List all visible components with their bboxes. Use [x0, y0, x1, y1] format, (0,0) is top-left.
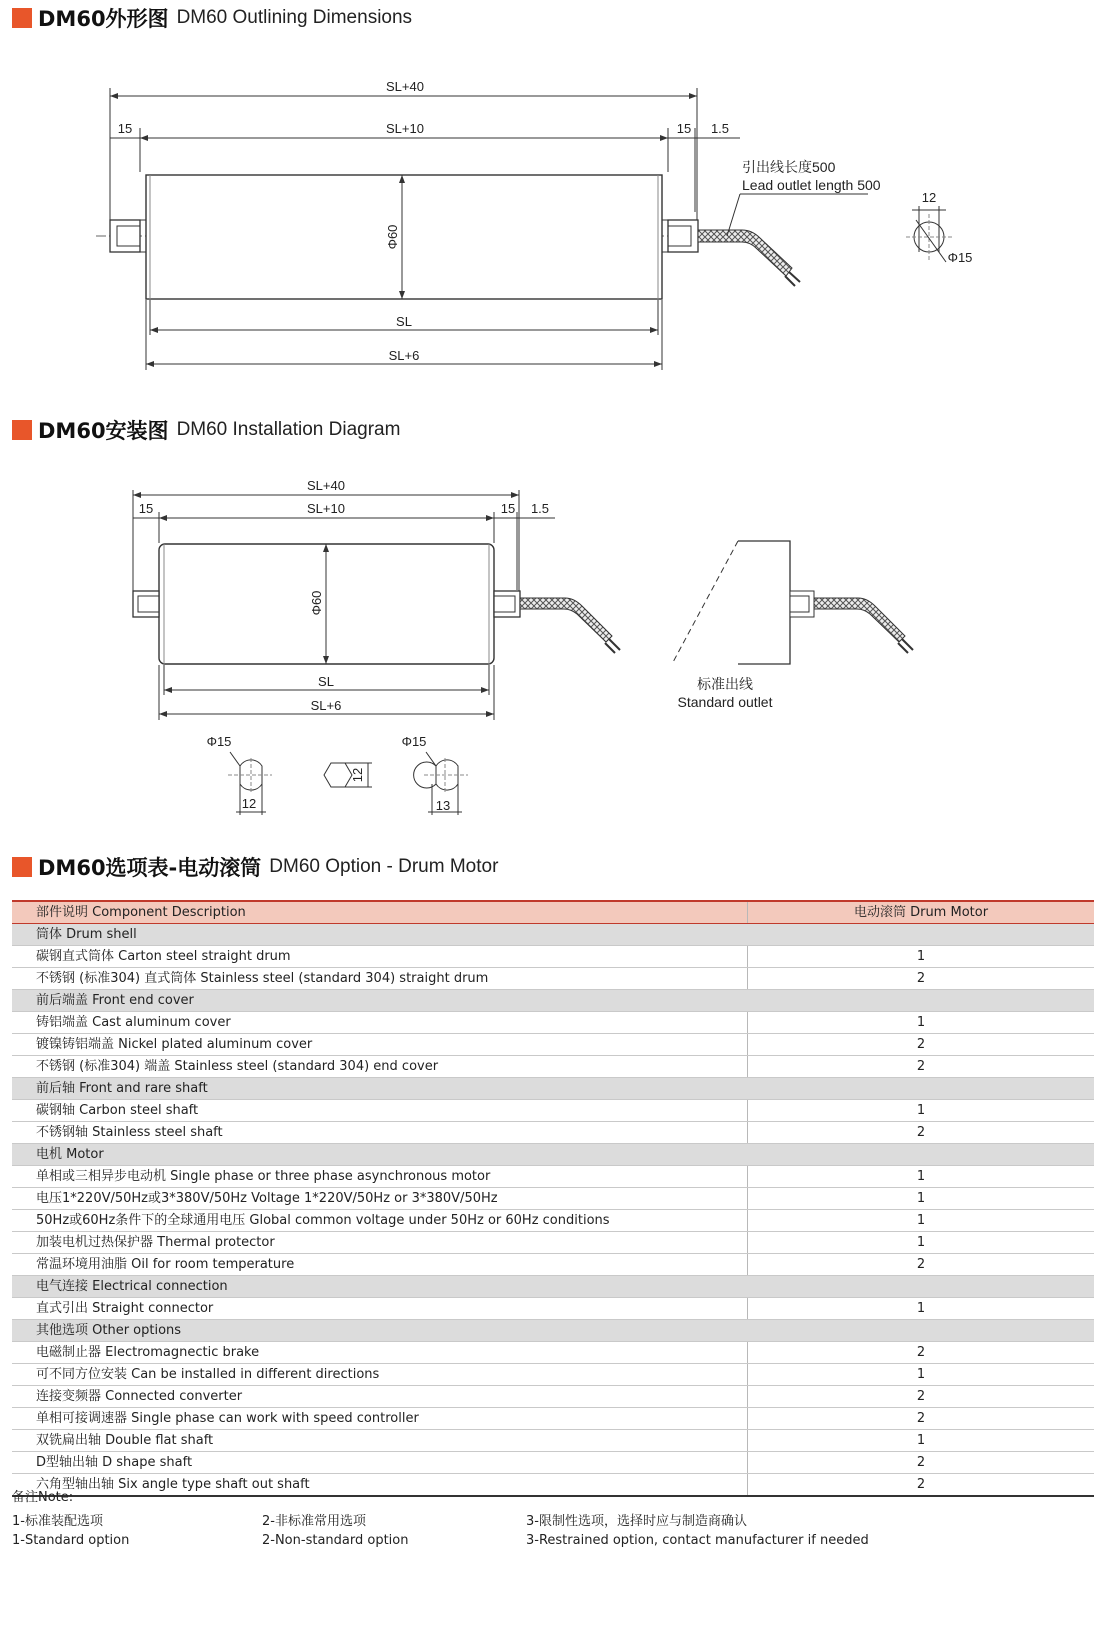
- row-description: 不锈钢 (标准304) 端盖 Stainless steel (standard 304) end cover: [12, 1056, 748, 1078]
- section-title-install: [12, 416, 400, 444]
- right-shaft: [494, 591, 520, 617]
- row-value: 2: [748, 1452, 1095, 1474]
- table-row: [12, 1012, 1094, 1034]
- row-description: 前后轴 Front and rare shaft: [12, 1078, 748, 1100]
- row-value: [748, 1144, 1095, 1166]
- table-row: [12, 1122, 1094, 1144]
- installation-diagram: [0, 465, 1120, 845]
- table-row: [12, 1364, 1094, 1386]
- table-row: [12, 1100, 1094, 1122]
- dim-15-right: 15: [500, 501, 516, 516]
- dim-phi60: Φ60: [309, 590, 324, 616]
- section-marker-icon: [12, 8, 32, 28]
- row-description: 直式引出 Straight connector: [12, 1298, 748, 1320]
- left-shaft: [133, 591, 159, 617]
- row-value: [748, 1320, 1095, 1342]
- shaft-phi15: Φ15: [947, 250, 973, 265]
- row-value: [748, 924, 1095, 946]
- row-value: [748, 990, 1095, 1012]
- row-value: 2: [748, 1342, 1095, 1364]
- row-description: 电气连接 Electrical connection: [12, 1276, 748, 1298]
- row-description: 双铣扁出轴 Double flat shaft: [12, 1430, 748, 1452]
- table-row: [12, 1474, 1094, 1497]
- row-description: 不锈钢轴 Stainless steel shaft: [12, 1122, 748, 1144]
- row-description: 其他选项 Other options: [12, 1320, 748, 1342]
- shaft3-width-13: 13: [435, 798, 451, 813]
- row-value: 1: [748, 1012, 1095, 1034]
- section-title-outline: [12, 4, 412, 32]
- dim-1-5: 1.5: [710, 121, 730, 136]
- table-row: [12, 1452, 1094, 1474]
- row-value: 1: [748, 1100, 1095, 1122]
- row-description: 50Hz或60Hz条件下的全球通用电压 Global common voltage under 50Hz or 60Hz conditions: [12, 1210, 748, 1232]
- note-3-en: 3-Restrained option, contact manufacturer if needed: [526, 1533, 869, 1548]
- dim-15-left: 15: [117, 121, 133, 136]
- row-value: 1: [748, 1364, 1095, 1386]
- table-row: [12, 1166, 1094, 1188]
- row-description: 铸铝端盖 Cast aluminum cover: [12, 1012, 748, 1034]
- table-row: [12, 1254, 1094, 1276]
- row-description: 电机 Motor: [12, 1144, 748, 1166]
- row-value: 1: [748, 1232, 1095, 1254]
- dim-phi60: Φ60: [385, 224, 400, 250]
- row-description: 前后端盖 Front end cover: [12, 990, 748, 1012]
- lead-label-cn: 引出线长度500: [742, 159, 836, 175]
- row-description: 可不同方位安装 Can be installed in different directions: [12, 1364, 748, 1386]
- row-value: 1: [748, 1430, 1095, 1452]
- row-description: 单相或三相异步电动机 Single phase or three phase asynchronous motor: [12, 1166, 748, 1188]
- shaft-flat-12: 12: [921, 190, 937, 205]
- row-description: 连接变频器 Connected converter: [12, 1386, 748, 1408]
- section-title-en: DM60 Outlining Dimensions: [176, 7, 413, 28]
- row-description: D型轴出轴 D shape shaft: [12, 1452, 748, 1474]
- header-drum-motor: 电动滚筒 Drum Motor: [748, 901, 1095, 924]
- section-title-cn: DM60选项表-电动滚筒: [38, 856, 262, 880]
- section-title-en: DM60 Option - Drum Motor: [269, 856, 499, 877]
- note-2-cn: 2-非标准常用选项: [262, 1514, 366, 1529]
- lead-label-en: Lead outlet length 500: [742, 177, 881, 193]
- row-description: 碳钢轴 Carbon steel shaft: [12, 1100, 748, 1122]
- standard-outlet-cn: 标准出线: [697, 676, 753, 692]
- row-value: [748, 1276, 1095, 1298]
- dim-sl6: SL+6: [310, 698, 342, 713]
- section-title-cn: DM60安装图: [38, 419, 169, 443]
- section-title-en: DM60 Installation Diagram: [176, 419, 401, 440]
- table-group-row: [12, 1144, 1094, 1166]
- option-table: [12, 900, 1094, 1497]
- dim-sl10: SL+10: [386, 121, 424, 136]
- table-row: [12, 1210, 1094, 1232]
- row-description: 加装电机过热保护器 Thermal protector: [12, 1232, 748, 1254]
- table-row: [12, 946, 1094, 968]
- table-group-row: [12, 1078, 1094, 1100]
- note-1-cn: 1-标准装配选项: [12, 1514, 103, 1529]
- table-header-row: [12, 901, 1094, 924]
- section-title-cn: DM60外形图: [38, 7, 169, 31]
- dim-15-right: 15: [676, 121, 692, 136]
- shaft-end-view: [906, 206, 952, 262]
- row-value: 2: [748, 1122, 1095, 1144]
- dim-sl40: SL+40: [307, 478, 345, 493]
- standard-outlet-en: Standard outlet: [677, 694, 773, 710]
- drum-body: [146, 175, 662, 299]
- table-row: [12, 1386, 1094, 1408]
- table-row: [12, 968, 1094, 990]
- row-value: 2: [748, 1056, 1095, 1078]
- note-1-en: 1-Standard option: [12, 1533, 130, 1548]
- right-shaft: [668, 220, 698, 252]
- dim-sl6: SL+6: [388, 348, 420, 363]
- section-title-option: [12, 853, 498, 881]
- shaft2-height-12: 12: [350, 767, 365, 783]
- row-value: 1: [748, 1188, 1095, 1210]
- row-value: 2: [748, 1034, 1095, 1056]
- shaft1-width-12: 12: [241, 796, 257, 811]
- lead-cable: [520, 598, 612, 642]
- row-value: 1: [748, 1166, 1095, 1188]
- dim-15-left: 15: [138, 501, 154, 516]
- row-description: 碳钢直式筒体 Carton steel straight drum: [12, 946, 748, 968]
- table-group-row: [12, 1320, 1094, 1342]
- dim-sl: SL: [396, 314, 412, 329]
- row-description: 电压1*220V/50Hz或3*380V/50Hz Voltage 1*220V/50Hz or 3*380V/50Hz: [12, 1188, 748, 1210]
- header-description: 部件说明 Component Description: [12, 901, 748, 924]
- table-row: [12, 1056, 1094, 1078]
- table-row: [12, 1034, 1094, 1056]
- table-row: [12, 1298, 1094, 1320]
- note-2-en: 2-Non-standard option: [262, 1533, 409, 1548]
- row-description: 镀镍铸铝端盖 Nickel plated aluminum cover: [12, 1034, 748, 1056]
- section-marker-icon: [12, 420, 32, 440]
- row-description: 六角型轴出轴 Six angle type shaft out shaft: [12, 1474, 748, 1497]
- row-description: 筒体 Drum shell: [12, 924, 748, 946]
- row-value: 2: [748, 1254, 1095, 1276]
- shaft1-phi15: Φ15: [206, 734, 232, 749]
- table-row: [12, 1408, 1094, 1430]
- row-value: 1: [748, 946, 1095, 968]
- dim-sl40: SL+40: [386, 79, 424, 94]
- dim-1-5: 1.5: [530, 501, 550, 516]
- row-description: 不锈钢 (标准304) 直式筒体 Stainless steel (standard 304) straight drum: [12, 968, 748, 990]
- table-row: [12, 1188, 1094, 1210]
- table-row: [12, 1232, 1094, 1254]
- row-value: 1: [748, 1210, 1095, 1232]
- standard-outlet-view: [672, 541, 913, 664]
- outline-diagram: [0, 40, 1120, 390]
- table-group-row: [12, 1276, 1094, 1298]
- table-group-row: [12, 990, 1094, 1012]
- row-value: 2: [748, 968, 1095, 990]
- row-value: 1: [748, 1298, 1095, 1320]
- shaft3-phi15: Φ15: [401, 734, 427, 749]
- row-description: 单相可接调速器 Single phase can work with speed controller: [12, 1408, 748, 1430]
- table-row: [12, 1430, 1094, 1452]
- lead-cable: [698, 230, 792, 276]
- note-title: 备注Note:: [12, 1490, 74, 1505]
- dim-sl10: SL+10: [307, 501, 345, 516]
- left-shaft: [110, 220, 140, 252]
- row-value: 2: [748, 1408, 1095, 1430]
- table-group-row: [12, 924, 1094, 946]
- table-row: [12, 1342, 1094, 1364]
- dim-sl: SL: [318, 674, 334, 689]
- row-value: 2: [748, 1474, 1095, 1497]
- row-value: [748, 1078, 1095, 1100]
- section-marker-icon: [12, 857, 32, 877]
- row-description: 常温环境用油脂 Oil for room temperature: [12, 1254, 748, 1276]
- row-value: 2: [748, 1386, 1095, 1408]
- note-3-cn: 3-限制性选项，选择时应与制造商确认: [526, 1514, 747, 1529]
- row-description: 电磁制止器 Electromagnectic brake: [12, 1342, 748, 1364]
